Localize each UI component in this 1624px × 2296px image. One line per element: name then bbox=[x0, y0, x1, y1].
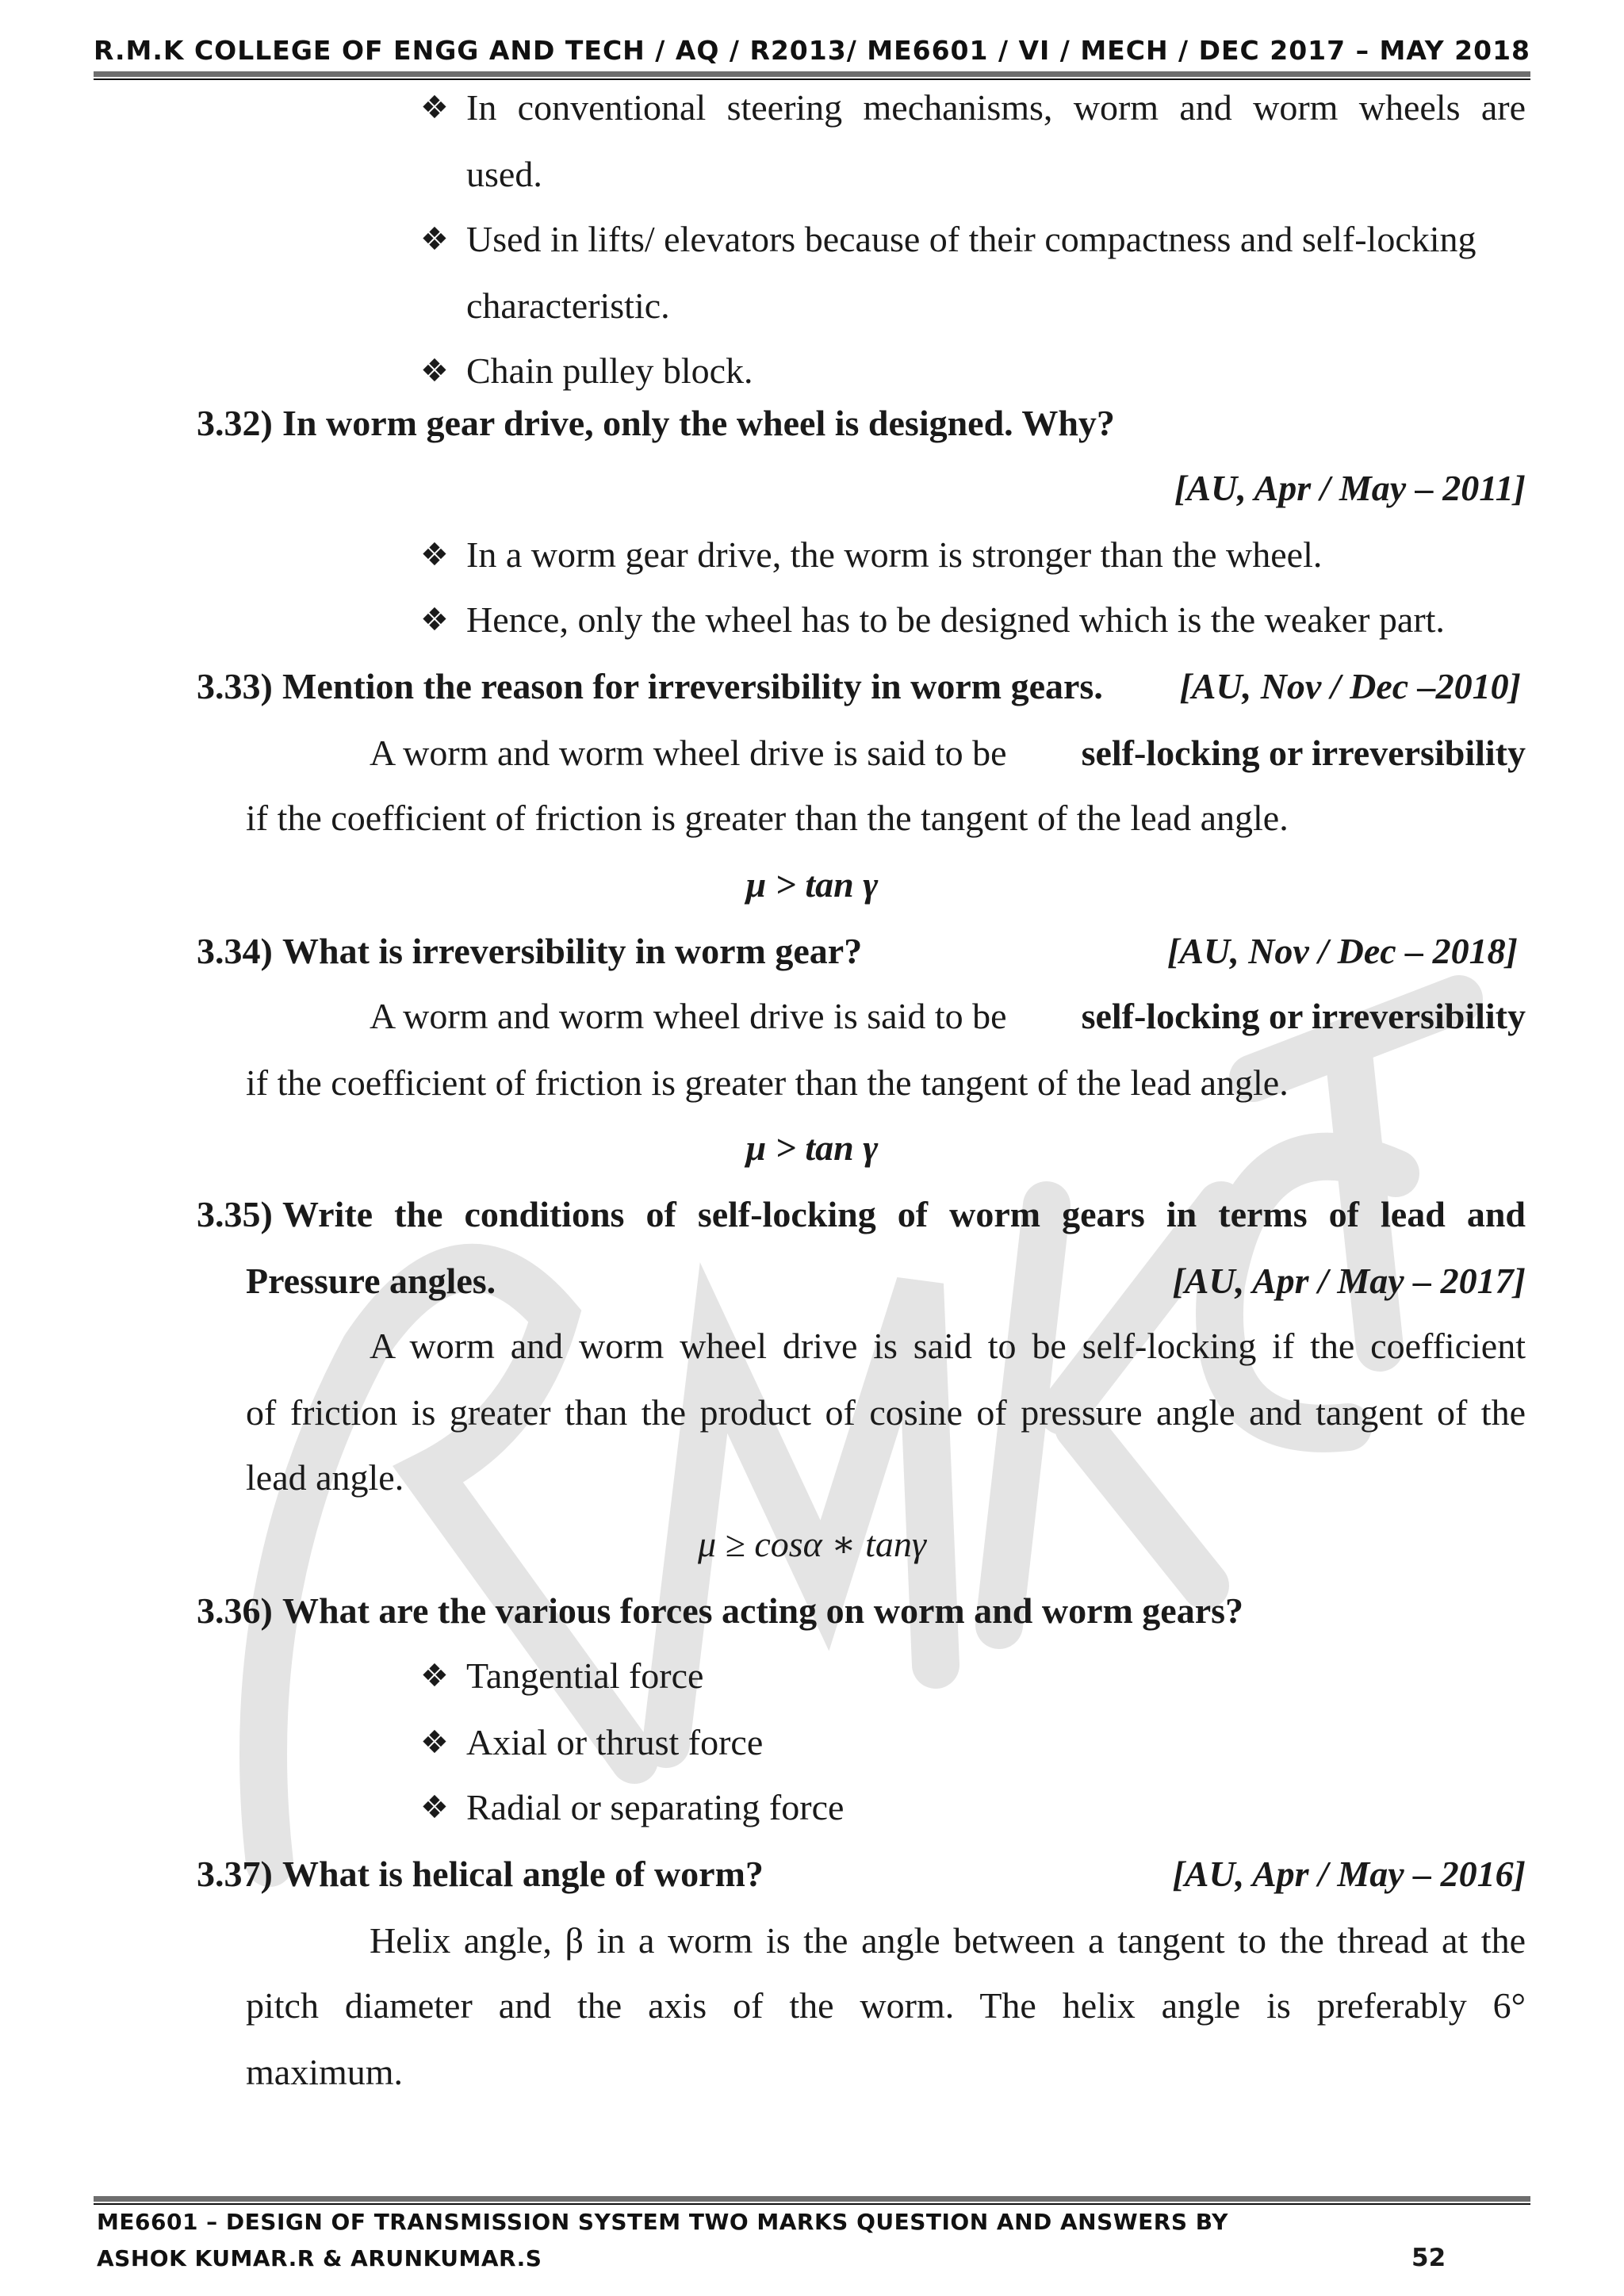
diamond-bullet-icon: ❖ bbox=[420, 1724, 449, 1761]
answer-text: A worm and worm wheel drive is said to be self-locking if the coefficient bbox=[370, 1326, 1526, 1366]
question-text: What is helical angle of worm? bbox=[282, 1854, 764, 1894]
question-number: 3.37) bbox=[197, 1854, 273, 1894]
question-text: What is irreversibility in worm gear? bbox=[282, 931, 863, 971]
answer-line bbox=[246, 1389, 1526, 1437]
list-item-text: Hence, only the wheel has to be designed which is the weaker part. bbox=[466, 599, 1445, 640]
answer-bold-term: self-locking or irreversibility bbox=[1081, 733, 1526, 773]
answer-text: A worm and worm wheel drive is said to be bbox=[370, 733, 1007, 773]
answer-text: Helix angle, β in a worm is the angle between a tangent to the thread at the bbox=[370, 1920, 1526, 1961]
question-text: What are the various forces acting on worm and worm gears? bbox=[282, 1590, 1244, 1631]
question-number: 3.33) bbox=[197, 666, 273, 706]
question-heading bbox=[197, 1191, 1526, 1238]
question-text-continued: Pressure angles. bbox=[246, 1261, 496, 1301]
diamond-bullet-icon: ❖ bbox=[420, 221, 449, 258]
list-item-text: In conventional steering mechanisms, worm and worm wheels are bbox=[466, 87, 1526, 128]
question-text: In worm gear drive, only the wheel is designed. Why? bbox=[282, 403, 1115, 443]
page-number: 52 bbox=[1411, 2244, 1446, 2272]
question-number: 3.35) bbox=[197, 1194, 273, 1234]
diamond-bullet-icon: ❖ bbox=[420, 1789, 449, 1826]
exam-reference: [AU, Apr / May – 2017] bbox=[1172, 1261, 1526, 1301]
answer-line bbox=[370, 1322, 1526, 1370]
footer-rule-thick bbox=[94, 2196, 1530, 2202]
footer-authors: ASHOK KUMAR.R & ARUNKUMAR.S bbox=[97, 2245, 542, 2271]
footer-title: ME6601 – DESIGN OF TRANSMISSION SYSTEM TWO MARKS QUESTION AND ANSWERS BY bbox=[97, 2209, 1228, 2235]
list-item-text: Used in lifts/ elevators because of their compactness and self-locking bbox=[466, 219, 1477, 259]
answer-text: if the coefficient of friction is greater than the tangent of the lead angle. bbox=[246, 798, 1289, 838]
answer-line bbox=[246, 1982, 1526, 2030]
footer-rule-thin bbox=[94, 2203, 1530, 2205]
exam-reference: [AU, Nov / Dec –2010] bbox=[1179, 666, 1521, 706]
answer-text: A worm and worm wheel drive is said to be bbox=[370, 996, 1007, 1036]
formula: μ > tan γ bbox=[745, 864, 879, 905]
question-number: 3.34) bbox=[197, 931, 273, 971]
exam-reference: [AU, Apr / May – 2016] bbox=[1172, 1854, 1526, 1894]
question-text: Mention the reason for irreversibility in worm gears. bbox=[282, 666, 1103, 706]
answer-text: lead angle. bbox=[246, 1457, 404, 1498]
exam-reference: [AU, Nov / Dec – 2018] bbox=[1166, 931, 1518, 971]
list-item-text: Axial or thrust force bbox=[466, 1722, 764, 1762]
question-text: Write the conditions of self-locking of worm gears in terms of lead and bbox=[282, 1194, 1526, 1234]
list-item-text-continued: characteristic. bbox=[466, 285, 670, 326]
page-header-title: R.M.K COLLEGE OF ENGG AND TECH / AQ / R2013/ ME6601 / VI / MECH / DEC 2017 – MAY 2018 bbox=[93, 35, 1531, 66]
list-item bbox=[420, 84, 1526, 132]
list-item-text: In a worm gear drive, the worm is stronger than the wheel. bbox=[466, 534, 1323, 575]
answer-text: pitch diameter and the axis of the worm. The helix angle is preferably 6° bbox=[246, 1985, 1526, 2026]
list-item bbox=[420, 216, 1526, 263]
list-item-text: Tangential force bbox=[466, 1655, 704, 1696]
diamond-bullet-icon: ❖ bbox=[420, 353, 449, 389]
list-item-text: Radial or separating force bbox=[466, 1787, 845, 1827]
diamond-bullet-icon: ❖ bbox=[420, 1658, 449, 1694]
question-number: 3.32) bbox=[197, 403, 273, 443]
answer-text: maximum. bbox=[246, 2052, 404, 2092]
list-item-text: Chain pulley block. bbox=[466, 350, 753, 391]
diamond-bullet-icon: ❖ bbox=[420, 537, 449, 573]
answer-bold-term: self-locking or irreversibility bbox=[1081, 996, 1526, 1036]
diamond-bullet-icon: ❖ bbox=[420, 602, 449, 638]
answer-text: of friction is greater than the product of cosine of pressure angle and tangent of the bbox=[246, 1392, 1526, 1433]
answer-line bbox=[370, 1917, 1526, 1965]
diamond-bullet-icon: ❖ bbox=[420, 90, 449, 126]
exam-reference: [AU, Apr / May – 2011] bbox=[1174, 468, 1526, 508]
answer-text: if the coefficient of friction is greater than the tangent of the lead angle. bbox=[246, 1062, 1289, 1103]
formula: μ ≥ cosα ∗ tanγ bbox=[698, 1524, 926, 1564]
formula: μ > tan γ bbox=[745, 1127, 879, 1168]
question-number: 3.36) bbox=[197, 1590, 273, 1631]
list-item-text-continued: used. bbox=[466, 154, 542, 194]
